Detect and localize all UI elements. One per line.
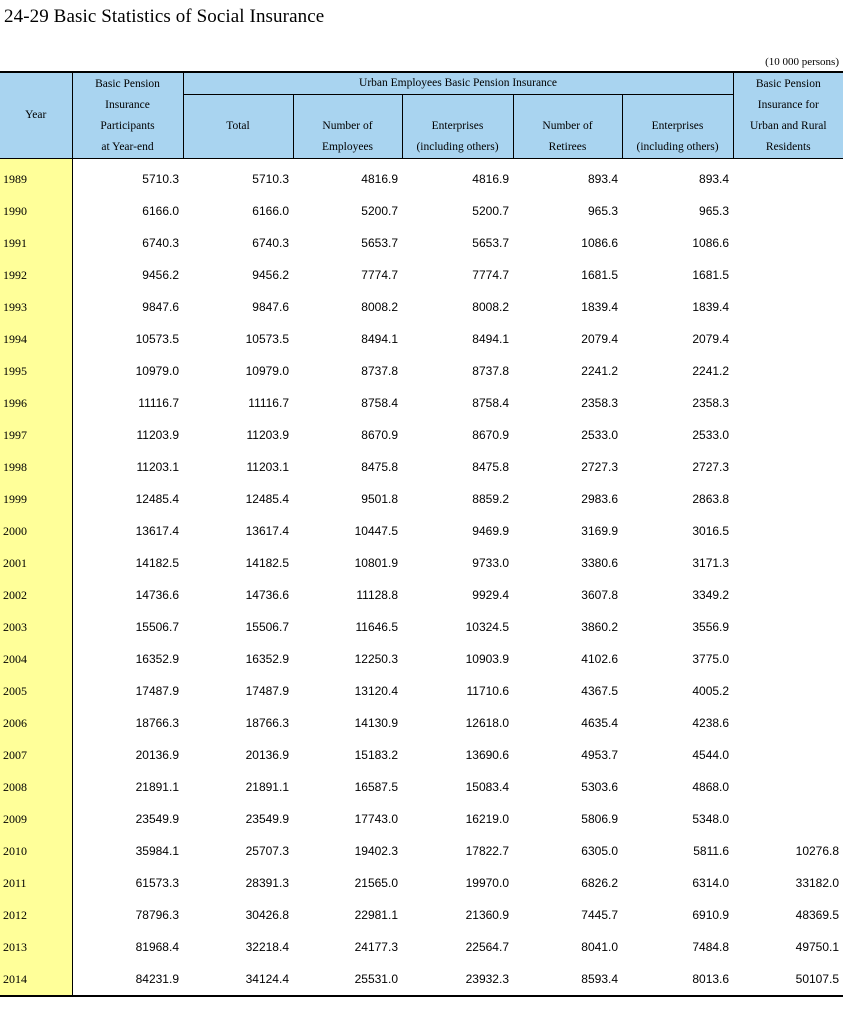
cell-total: 10979.0: [245, 364, 289, 378]
header-urban-rural: [733, 72, 843, 159]
cell-retirees: 2079.4: [581, 332, 618, 346]
cell-enterprises-employees: 7774.7: [472, 268, 509, 282]
table-row: [0, 323, 843, 355]
unit-note: (10 000 persons): [765, 56, 839, 68]
cell-total: 30426.8: [245, 908, 289, 922]
cell-year: 2000: [0, 515, 72, 547]
cell-year: 1992: [0, 259, 72, 291]
cell-urban-rural: [733, 675, 843, 707]
cell-urban-rural: [733, 515, 843, 547]
cell-year: 2012: [0, 899, 72, 931]
cell-urban-rural: [733, 419, 843, 451]
cell-urban-rural: [733, 159, 843, 196]
cell-enterprises-employees: 9929.4: [472, 588, 509, 602]
cell-employees: 16587.5: [354, 780, 398, 794]
cell-urban-rural: 48369.5: [795, 908, 840, 922]
cell-participants: 23549.9: [135, 812, 179, 826]
cell-total: 12485.4: [245, 492, 289, 506]
header-enterprises-employees: [402, 95, 513, 159]
cell-retirees: 6826.2: [581, 876, 618, 890]
cell-retirees: 3169.9: [581, 524, 618, 538]
cell-urban-rural: [733, 227, 843, 259]
cell-enterprises-retirees: 2727.3: [692, 460, 730, 474]
cell-participants: 11203.9: [136, 428, 179, 442]
cell-year: 2002: [0, 579, 72, 611]
cell-enterprises-retirees: 3349.2: [692, 588, 730, 602]
cell-retirees: 5303.6: [581, 780, 618, 794]
cell-retirees: 2533.0: [581, 428, 618, 442]
cell-total: 15506.7: [245, 620, 289, 634]
cell-enterprises-employees: 16219.0: [465, 812, 509, 826]
cell-employees: 8737.8: [361, 364, 398, 378]
cell-participants: 20136.9: [135, 748, 179, 762]
cell-year: 2006: [0, 707, 72, 739]
statistics-table: [0, 71, 843, 997]
cell-retirees: 2241.2: [581, 364, 618, 378]
cell-enterprises-employees: 12618.0: [465, 716, 509, 730]
cell-total: 32218.4: [245, 940, 289, 954]
cell-enterprises-retirees: 2358.3: [692, 396, 730, 410]
table-row: [0, 195, 843, 227]
cell-year: 1991: [0, 227, 72, 259]
header-row-group: [0, 72, 843, 95]
table-row: [0, 515, 843, 547]
cell-retirees: 5806.9: [581, 812, 618, 826]
cell-employees: 14130.9: [354, 716, 398, 730]
cell-total: 23549.9: [245, 812, 289, 826]
cell-year: 2001: [0, 547, 72, 579]
header-employees-line: Number of: [322, 120, 373, 132]
cell-total: 11116.7: [248, 396, 289, 410]
cell-urban-rural: [733, 355, 843, 387]
cell-enterprises-employees: 9469.9: [472, 524, 509, 538]
cell-total: 6166.0: [252, 204, 289, 218]
cell-participants: 10573.5: [135, 332, 179, 346]
cell-employees: 19402.3: [354, 844, 398, 858]
cell-employees: 8670.9: [361, 428, 398, 442]
cell-employees: 11646.5: [355, 620, 398, 634]
cell-participants: 16352.9: [135, 652, 179, 666]
cell-participants: 78796.3: [135, 908, 179, 922]
header-urban-employees-group: Urban Employees Basic Pension Insurance: [183, 72, 733, 95]
cell-enterprises-employees: 10324.5: [465, 620, 509, 634]
cell-enterprises-employees: 17822.7: [465, 844, 509, 858]
table-row: [0, 739, 843, 771]
cell-enterprises-retirees: 1839.4: [692, 300, 730, 314]
header-enterprises-employees-line: Enterprises: [431, 120, 484, 132]
cell-enterprises-employees: 5653.7: [472, 236, 509, 250]
cell-enterprises-employees: 8670.9: [472, 428, 509, 442]
table-row: [0, 963, 843, 996]
cell-total: 9456.2: [252, 268, 289, 282]
cell-total: 6740.3: [252, 236, 289, 250]
cell-urban-rural: [733, 483, 843, 515]
cell-enterprises-retirees: 3556.9: [692, 620, 730, 634]
cell-employees: 10801.9: [354, 556, 398, 570]
header-urban-rural-line: Urban and Rural: [749, 119, 827, 132]
cell-participants: 11116.7: [138, 396, 179, 410]
table-row: [0, 451, 843, 483]
table-row: [0, 835, 843, 867]
cell-year: 1996: [0, 387, 72, 419]
header-total-label: Total: [226, 120, 250, 132]
cell-total: 14182.5: [245, 556, 289, 570]
header-participants-line: Participants: [100, 119, 155, 132]
cell-retirees: 1086.6: [581, 236, 618, 250]
header-retirees: [513, 95, 622, 159]
cell-retirees: 1839.4: [581, 300, 618, 314]
cell-enterprises-retirees: 3016.5: [692, 524, 730, 538]
cell-participants: 17487.9: [135, 684, 179, 698]
cell-enterprises-retirees: 5811.6: [693, 844, 730, 858]
cell-enterprises-retirees: 2079.4: [692, 332, 730, 346]
cell-urban-rural: [733, 195, 843, 227]
cell-enterprises-retirees: 1086.6: [692, 236, 730, 250]
cell-urban-rural: [733, 643, 843, 675]
cell-participants: 18766.3: [135, 716, 179, 730]
cell-total: 13617.4: [245, 524, 289, 538]
cell-employees: 10447.5: [354, 524, 398, 538]
cell-urban-rural: 10276.8: [795, 844, 840, 858]
cell-retirees: 3607.8: [581, 588, 618, 602]
table-row: [0, 259, 843, 291]
cell-year: 2005: [0, 675, 72, 707]
header-total: [183, 95, 293, 159]
cell-retirees: 4953.7: [581, 748, 618, 762]
cell-retirees: 2983.6: [581, 492, 618, 506]
cell-retirees: 4367.5: [581, 684, 618, 698]
cell-participants: 84231.9: [72, 963, 183, 996]
cell-employees: 17743.0: [354, 812, 398, 826]
cell-participants: 6740.3: [142, 236, 179, 250]
cell-urban-rural: [733, 291, 843, 323]
cell-retirees: 4102.6: [581, 652, 618, 666]
cell-total: 11203.9: [246, 428, 289, 442]
cell-enterprises-retirees: 3775.0: [692, 652, 730, 666]
cell-employees: 4816.9: [361, 172, 398, 186]
table-row: [0, 707, 843, 739]
cell-urban-rural: 33182.0: [795, 876, 840, 890]
cell-employees: 5653.7: [361, 236, 398, 250]
cell-enterprises-retirees: 4544.0: [692, 748, 730, 762]
cell-employees: 15183.2: [354, 748, 398, 762]
header-retirees-line: Retirees: [548, 141, 587, 153]
table-body: [0, 159, 843, 997]
header-participants-line: Insurance: [105, 98, 150, 111]
cell-year: 2013: [0, 931, 72, 963]
header-participants-line: at Year-end: [101, 140, 154, 153]
cell-urban-rural: [733, 259, 843, 291]
cell-participants: 6166.0: [142, 204, 179, 218]
cell-retirees: 3380.6: [581, 556, 618, 570]
cell-employees: 8008.2: [361, 300, 398, 314]
cell-enterprises-employees: 13690.6: [465, 748, 509, 762]
cell-employees: 21565.0: [354, 876, 398, 890]
cell-participants: 35984.1: [135, 844, 179, 858]
cell-enterprises-retirees: 2863.8: [692, 492, 730, 506]
table-row: [0, 355, 843, 387]
table-row: [0, 643, 843, 675]
cell-enterprises-retirees: 2241.2: [692, 364, 730, 378]
cell-participants: 12485.4: [135, 492, 179, 506]
cell-retirees: 1681.5: [581, 268, 618, 282]
cell-total: 9847.6: [252, 300, 289, 314]
cell-year: 2011: [0, 867, 72, 899]
cell-urban-rural: [733, 387, 843, 419]
cell-total: 34124.4: [183, 963, 293, 996]
table-row: [0, 291, 843, 323]
cell-enterprises-employees: 8737.8: [472, 364, 509, 378]
cell-enterprises-retirees: 4238.6: [692, 716, 730, 730]
table-row: [0, 867, 843, 899]
cell-enterprises-retirees: 3171.3: [692, 556, 730, 570]
cell-enterprises-employees: 9733.0: [472, 556, 509, 570]
cell-year: 1997: [0, 419, 72, 451]
cell-urban-rural: [733, 611, 843, 643]
cell-enterprises-employees: 22564.7: [465, 940, 509, 954]
cell-participants: 14182.5: [135, 556, 179, 570]
table-row: [0, 387, 843, 419]
cell-participants: 13617.4: [135, 524, 179, 538]
cell-year: 1989: [0, 159, 72, 196]
table-row: [0, 771, 843, 803]
cell-enterprises-employees: 15083.4: [465, 780, 509, 794]
table-row: [0, 899, 843, 931]
cell-enterprises-employees: 8008.2: [472, 300, 509, 314]
cell-year: 1993: [0, 291, 72, 323]
cell-retirees: 4635.4: [581, 716, 618, 730]
cell-year: 2008: [0, 771, 72, 803]
cell-total: 11203.1: [246, 460, 289, 474]
cell-employees: 13120.4: [354, 684, 398, 698]
cell-enterprises-retirees: 4868.0: [692, 780, 730, 794]
header-enterprises-retirees: [622, 95, 733, 159]
cell-total: 14736.6: [245, 588, 289, 602]
cell-participants: 10979.0: [135, 364, 179, 378]
cell-total: 25707.3: [245, 844, 289, 858]
header-enterprises-retirees-line: (including others): [636, 141, 719, 153]
cell-participants: 9847.6: [142, 300, 179, 314]
table-row: [0, 547, 843, 579]
cell-urban-rural: [733, 451, 843, 483]
cell-urban-rural: [733, 739, 843, 771]
cell-urban-rural: 50107.5: [733, 963, 843, 996]
cell-year: 1999: [0, 483, 72, 515]
cell-employees: 9501.8: [361, 492, 398, 506]
cell-year: 1998: [0, 451, 72, 483]
cell-enterprises-retirees: 965.3: [699, 204, 730, 218]
cell-enterprises-employees: 5200.7: [472, 204, 509, 218]
cell-enterprises-retirees: 5348.0: [692, 812, 730, 826]
cell-retirees: 3860.2: [581, 620, 618, 634]
cell-enterprises-employees: 8859.2: [472, 492, 509, 506]
cell-urban-rural: [733, 547, 843, 579]
cell-total: 21891.1: [245, 780, 289, 794]
cell-employees: 7774.7: [361, 268, 398, 282]
cell-year: 2004: [0, 643, 72, 675]
cell-employees: 8494.1: [361, 332, 398, 346]
cell-participants: 15506.7: [135, 620, 179, 634]
table-row: [0, 419, 843, 451]
header-urban-rural-line: Residents: [765, 140, 811, 153]
cell-participants: 21891.1: [135, 780, 179, 794]
table-row: [0, 227, 843, 259]
cell-year: 2009: [0, 803, 72, 835]
cell-employees: 11128.8: [356, 588, 398, 602]
cell-employees: 12250.3: [354, 652, 398, 666]
cell-participants: 11203.1: [136, 460, 179, 474]
cell-total: 17487.9: [245, 684, 289, 698]
cell-urban-rural: [733, 579, 843, 611]
cell-enterprises-employees: 21360.9: [465, 908, 509, 922]
cell-total: 16352.9: [245, 652, 289, 666]
cell-year: 2003: [0, 611, 72, 643]
cell-urban-rural: [733, 803, 843, 835]
cell-enterprises-employees: 23932.3: [402, 963, 513, 996]
cell-enterprises-employees: 8494.1: [472, 332, 509, 346]
cell-total: 20136.9: [245, 748, 289, 762]
cell-enterprises-retirees: 4005.2: [692, 684, 730, 698]
table-row: [0, 483, 843, 515]
cell-urban-rural: 49750.1: [795, 940, 840, 954]
cell-enterprises-retirees: 1681.5: [692, 268, 730, 282]
cell-retirees: 8593.4: [513, 963, 622, 996]
table-row: [0, 803, 843, 835]
cell-year: 2014: [0, 963, 72, 996]
cell-retirees: 7445.7: [581, 908, 618, 922]
header-urban-rural-line: Basic Pension: [755, 77, 821, 90]
cell-year: 2010: [0, 835, 72, 867]
cell-urban-rural: [733, 323, 843, 355]
cell-employees: 8475.8: [361, 460, 398, 474]
cell-participants: 5710.3: [142, 172, 179, 186]
cell-year: 1990: [0, 195, 72, 227]
cell-participants: 14736.6: [135, 588, 179, 602]
cell-year: 2007: [0, 739, 72, 771]
cell-employees: 25531.0: [293, 963, 402, 996]
cell-enterprises-retirees: 6314.0: [692, 876, 730, 890]
cell-enterprises-retirees: 7484.8: [692, 940, 730, 954]
cell-participants: 61573.3: [135, 876, 179, 890]
cell-total: 28391.3: [245, 876, 289, 890]
cell-enterprises-employees: 4816.9: [472, 172, 509, 186]
cell-urban-rural: [733, 707, 843, 739]
cell-participants: 9456.2: [142, 268, 179, 282]
header-year: Year: [0, 72, 72, 159]
cell-urban-rural: [733, 771, 843, 803]
header-enterprises-retirees-line: Enterprises: [651, 120, 704, 132]
table-row: [0, 579, 843, 611]
cell-total: 10573.5: [245, 332, 289, 346]
cell-employees: 24177.3: [354, 940, 398, 954]
cell-enterprises-retirees: 6910.9: [692, 908, 730, 922]
cell-year: 1994: [0, 323, 72, 355]
cell-employees: 5200.7: [361, 204, 398, 218]
cell-enterprises-employees: 11710.6: [466, 684, 509, 698]
header-employees-line: Employees: [321, 141, 374, 153]
cell-total: 18766.3: [245, 716, 289, 730]
header-participants: [72, 72, 183, 159]
table-row: [0, 931, 843, 963]
page-title: 24-29 Basic Statistics of Social Insurance: [4, 6, 325, 27]
cell-retirees: 6305.0: [581, 844, 618, 858]
table-row: [0, 675, 843, 707]
cell-retirees: 2727.3: [581, 460, 618, 474]
header-urban-rural-line: Insurance for: [757, 98, 819, 111]
cell-retirees: 8041.0: [581, 940, 618, 954]
table-row: [0, 159, 843, 196]
cell-employees: 8758.4: [361, 396, 398, 410]
header-participants-line: Basic Pension: [95, 77, 160, 90]
header-retirees-line: Number of: [542, 120, 593, 132]
cell-retirees: 2358.3: [581, 396, 618, 410]
cell-year: 1995: [0, 355, 72, 387]
cell-employees: 22981.1: [354, 908, 398, 922]
header-enterprises-employees-line: (including others): [416, 141, 499, 153]
cell-enterprises-retirees: 2533.0: [692, 428, 730, 442]
cell-enterprises-employees: 10903.9: [465, 652, 509, 666]
cell-participants: 81968.4: [135, 940, 179, 954]
cell-enterprises-employees: 19970.0: [465, 876, 509, 890]
cell-enterprises-retirees: 8013.6: [622, 963, 733, 996]
cell-enterprises-employees: 8475.8: [472, 460, 509, 474]
cell-retirees: 965.3: [587, 204, 618, 218]
cell-total: 5710.3: [252, 172, 289, 186]
header-employees: [293, 95, 402, 159]
cell-enterprises-employees: 8758.4: [472, 396, 509, 410]
table-row: [0, 611, 843, 643]
cell-retirees: 893.4: [587, 172, 618, 186]
cell-enterprises-retirees: 893.4: [699, 172, 730, 186]
